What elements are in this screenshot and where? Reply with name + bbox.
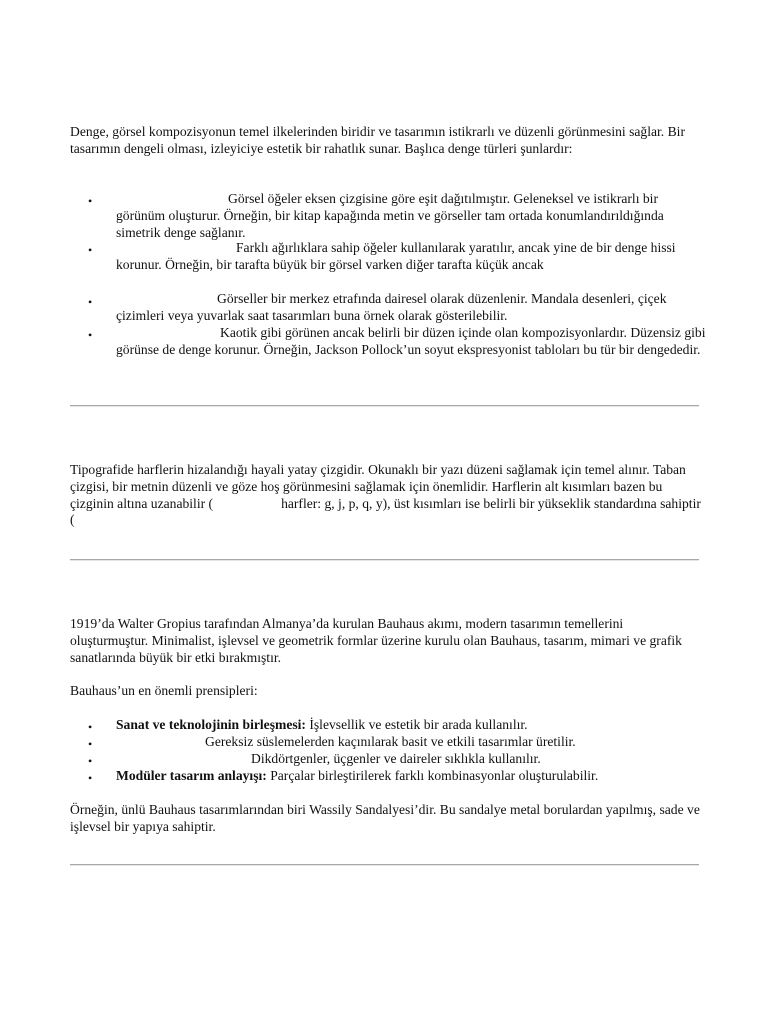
bullet: • bbox=[88, 720, 93, 734]
list-item bbox=[116, 768, 706, 785]
bauhaus-intro: 1919’da Walter Gropius tarafından Almanya’da kurulan Bauhaus akımı, modern tasarımın temellerini oluşturmuştur. Minimalist, işlevsel ve geometrik formlar üzerine kurulu olan Bauhaus, tasarım, mimari ve grafik sanatlarında büyük bir etki bırakmıştır. bbox=[70, 616, 682, 665]
list-item-text: Parçalar birleştirilerek farklı kombinasyonlar oluşturulabilir. bbox=[266, 768, 599, 783]
bullet: • bbox=[88, 328, 93, 342]
list-item bbox=[116, 191, 706, 241]
bullet: • bbox=[88, 295, 93, 309]
horizontal-rule bbox=[70, 864, 699, 866]
list-item-text: Gereksiz süslemelerden kaçınılarak basit ve etkili tasarımlar üretilir. bbox=[205, 734, 576, 749]
bullet: • bbox=[88, 771, 93, 785]
list-item bbox=[116, 717, 706, 734]
list-item-text: Görsel öğeler eksen çizgisine göre eşit dağıtılmıştır. Geleneksel ve istikrarlı bir görünüm oluşturur. Örneğin, bir kitap kapağında metin ve görseller tam ortada konumlandırıldığında simetrik denge sağlanır. bbox=[116, 191, 664, 240]
list-item-bold: Modüler tasarım anlayışı: bbox=[116, 768, 267, 783]
list-item-text: Kaotik gibi görünen ancak belirli bir düzen içinde olan kompozisyonlardır. Düzensiz gibi görünse de denge korunur. Örneğin, Jackson Pollock’un soyut ekspresyonist tabloları bu tür bir dengededir. bbox=[116, 325, 706, 357]
horizontal-rule bbox=[70, 405, 699, 407]
horizontal-rule bbox=[70, 559, 699, 561]
list-item bbox=[116, 734, 705, 751]
list-item bbox=[116, 325, 706, 359]
paragraph-text-part2: harfler: g, j, p, q, y), üst kısımları ise belirli bir yükseklik standardına sahiptir ( bbox=[70, 495, 701, 528]
denge-intro: Denge, görsel kompozisyonun temel ilkelerinden biridir ve tasarımın istikrarlı ve düzenli görünmesini sağlar. Bir tasarımın dengeli olması, izleyiciye estetik bir rahatlık sunar. Başlıca denge türleri şunlardır: bbox=[70, 124, 685, 156]
taban-cizgisi-paragraph bbox=[70, 462, 702, 529]
bullet: • bbox=[88, 243, 93, 257]
bullet: • bbox=[88, 754, 93, 768]
bullet: • bbox=[88, 194, 93, 208]
list-item-text: Farklı ağırlıklara sahip öğeler kullanılarak yaratılır, ancak yine de bir denge hissi korunur. Örneğin, bir tarafta büyük bir görsel varken diğer tarafta küçük ancak bbox=[116, 240, 676, 272]
list-item-text: İşlevsellik ve estetik bir arada kullanılır. bbox=[305, 717, 528, 732]
list-item-text: Dikdörtgenler, üçgenler ve daireler sıklıkla kullanılır. bbox=[251, 751, 541, 766]
list-item-text: Görseller bir merkez etrafında dairesel olarak düzenlenir. Mandala desenleri, çiçek çizimleri veya yuvarlak saat tasarımları buna örnek olarak gösterilebilir. bbox=[116, 291, 667, 323]
paragraph-text-part1: Tipografide harflerin hizalandığı hayali yatay çizgidir. Okunaklı bir yazı düzeni sağlamak için temel alınır. Taban çizgisi, bir metnin düzenli ve göze hoş görünmesini sağlamak için önemlidir. Harflerin alt kısımları bazen bu çizginin altına uzanabilir ( bbox=[70, 462, 686, 511]
list-item bbox=[116, 751, 706, 768]
bauhaus-example: Örneğin, ünlü Bauhaus tasarımlarından biri Wassily Sandalyesi’dir. Bu sandalye metal borulardan yapılmış, sade ve işlevsel bir yapıya sahiptir. bbox=[70, 802, 700, 834]
list-item bbox=[116, 240, 706, 274]
bullet: • bbox=[88, 737, 93, 751]
list-item bbox=[116, 291, 706, 325]
list-item-bold: Sanat ve teknolojinin birleşmesi: bbox=[116, 717, 306, 732]
principles-label: Bauhaus’un en önemli prensipleri: bbox=[70, 683, 258, 698]
